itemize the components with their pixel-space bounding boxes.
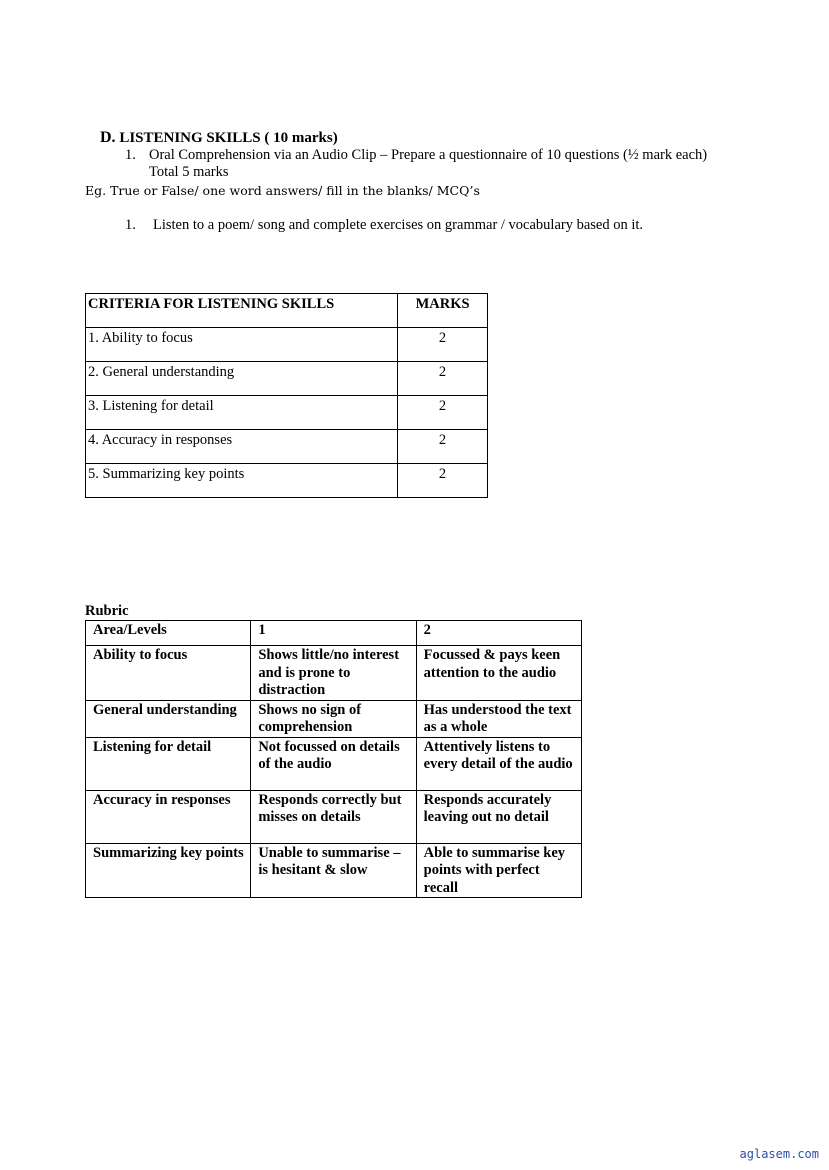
marks-header: MARKS xyxy=(398,294,488,328)
list-item-text: Listen to a poem/ song and complete exercises on grammar / vocabulary based on it. xyxy=(153,217,644,233)
level1-cell: Unable to summarise – is hesitant & slow xyxy=(251,843,416,898)
level1-cell: Shows little/no interest and is prone to distraction xyxy=(251,646,416,701)
criterion-cell: 5. Summarizing key points xyxy=(86,464,398,498)
area-header: Area/Levels xyxy=(86,621,251,646)
criterion-cell: 2. General understanding xyxy=(86,362,398,396)
marks-cell: 2 xyxy=(398,396,488,430)
section-heading xyxy=(100,129,338,147)
criterion-cell: 4. Accuracy in responses xyxy=(86,430,398,464)
marks-cell: 2 xyxy=(398,328,488,362)
area-cell: General understanding xyxy=(86,700,251,737)
level1-header: 1 xyxy=(251,621,416,646)
level2-header: 2 xyxy=(416,621,581,646)
table-row xyxy=(86,464,488,498)
marks-cell: 2 xyxy=(398,430,488,464)
list-item-poem-song xyxy=(125,217,643,234)
criterion-cell: 1. Ability to focus xyxy=(86,328,398,362)
area-cell: Summarizing key points xyxy=(86,843,251,898)
section-title: LISTENING SKILLS ( 10 marks) xyxy=(119,130,338,146)
criteria-table xyxy=(85,293,488,498)
list-item-text: Oral Comprehension via an Audio Clip – Prepare a questionnaire of 10 questions (½ mark each) Total 5 marks xyxy=(149,147,708,180)
list-item-number: 1. xyxy=(125,147,136,163)
table-row xyxy=(86,790,582,843)
level2-cell: Able to summarise key points with perfect recall xyxy=(416,843,581,898)
level1-cell: Not focussed on details of the audio xyxy=(251,737,416,790)
level1-cell: Shows no sign of comprehension xyxy=(251,700,416,737)
rubric-table xyxy=(85,620,582,898)
table-row xyxy=(86,843,582,898)
marks-cell: 2 xyxy=(398,464,488,498)
rubric-header-row xyxy=(86,621,582,646)
list-item-oral-comprehension xyxy=(125,147,725,181)
criteria-header: CRITERIA FOR LISTENING SKILLS xyxy=(86,294,398,328)
rubric-title: Rubric xyxy=(85,603,129,619)
table-row xyxy=(86,700,582,737)
marks-cell: 2 xyxy=(398,362,488,396)
level2-cell: Attentively listens to every detail of the audio xyxy=(416,737,581,790)
table-row xyxy=(86,430,488,464)
list-item-number: 1. xyxy=(125,217,136,233)
table-row xyxy=(86,396,488,430)
area-cell: Ability to focus xyxy=(86,646,251,701)
criteria-header-row xyxy=(86,294,488,328)
level2-cell: Responds accurately leaving out no detail xyxy=(416,790,581,843)
level1-cell: Responds correctly but misses on details xyxy=(251,790,416,843)
table-row xyxy=(86,362,488,396)
criterion-cell: 3. Listening for detail xyxy=(86,396,398,430)
watermark-link[interactable]: aglasem.com xyxy=(739,1147,819,1161)
table-row xyxy=(86,737,582,790)
table-row xyxy=(86,646,582,701)
area-cell: Accuracy in responses xyxy=(86,790,251,843)
level2-cell: Has understood the text as a whole xyxy=(416,700,581,737)
section-letter: D. xyxy=(100,129,116,146)
area-cell: Listening for detail xyxy=(86,737,251,790)
level2-cell: Focussed & pays keen attention to the audio xyxy=(416,646,581,701)
example-line: Eg. True or False/ one word answers/ fill in the blanks/ MCQ’s xyxy=(85,183,480,198)
table-row xyxy=(86,328,488,362)
